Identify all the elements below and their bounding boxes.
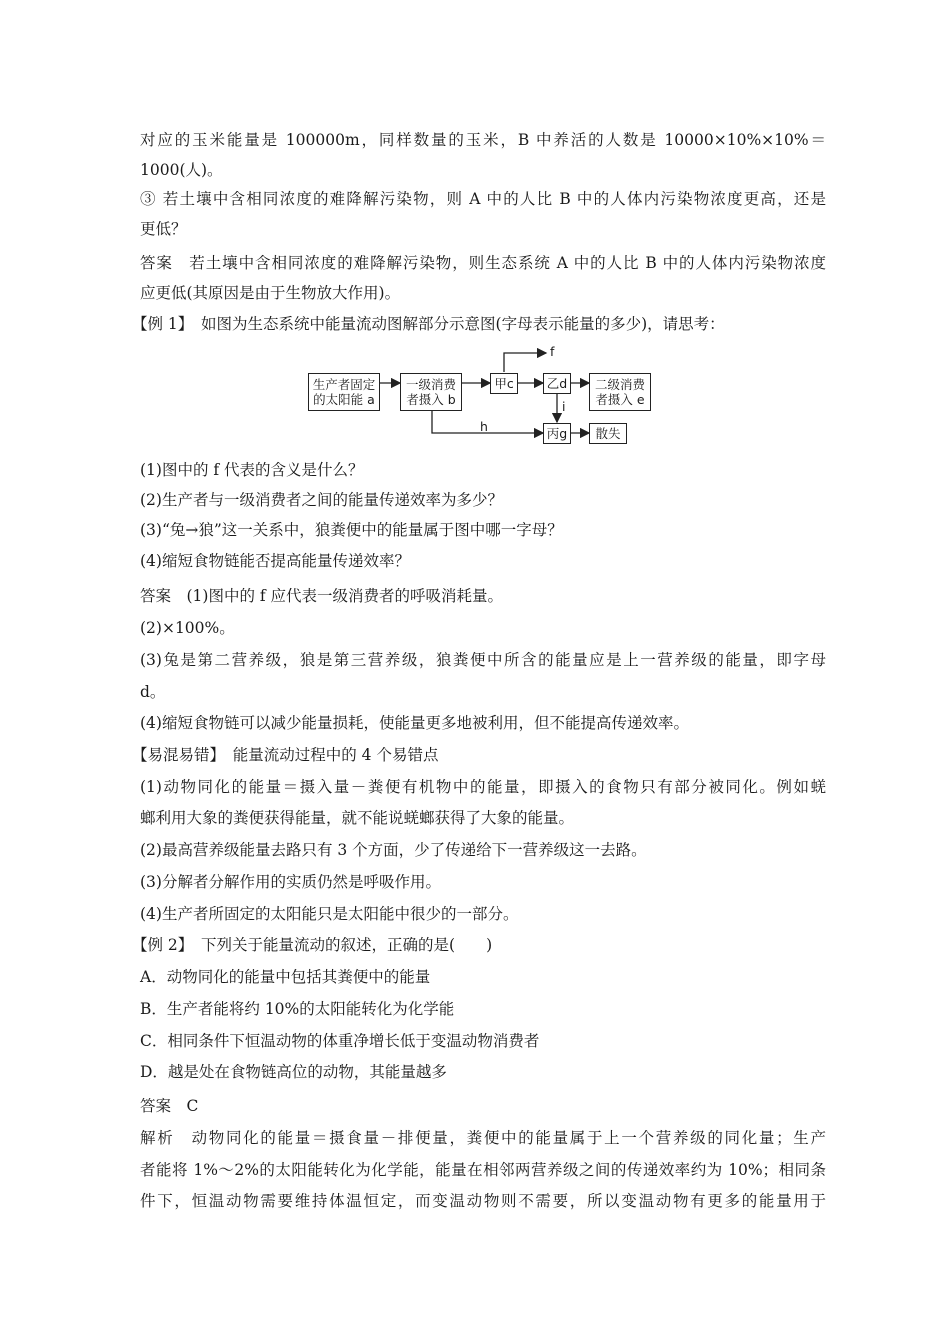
text-line: ③ 若土壤中含相同浓度的难降解污染物，则 A 中的人比 B 中的人体内污染物浓度更高，还是 <box>140 190 826 208</box>
answer-4: (4)缩短食物链可以减少能量损耗，使能量更多地被利用，但不能提高传递效率。 <box>140 714 689 732</box>
option-b: B．生产者能将约 10%的太阳能转化为化学能 <box>140 1000 455 1018</box>
jia-box: 甲c <box>490 373 518 394</box>
answer-3: (3)兔是第二营养级，狼是第三营养级，狼粪便中所含的能量应是上一营养级的能量，即字母 <box>140 651 826 669</box>
text-line: 1000(人)。 <box>140 161 223 179</box>
mistake-4: (4)生产者所固定的太阳能只是太阳能中很少的一部分。 <box>140 905 519 923</box>
primary-consumer-box: 一级消费 者摄入 b <box>400 373 462 411</box>
mistake-1: (1)动物同化的能量＝摄入量－粪便有机物中的能量，即摄入的食物只有部分被同化。例如蜣 <box>140 778 826 796</box>
mistake-3: (3)分解者分解作用的实质仍然是呼吸作用。 <box>140 873 441 891</box>
text-line: 更低？ <box>140 220 187 238</box>
answer-3-cont: d。 <box>140 683 166 701</box>
yi-box: 乙d <box>543 373 571 394</box>
label-i: i <box>562 399 566 414</box>
text-line: 答案 若土壤中含相同浓度的难降解污染物，则生态系统 A 中的人比 B 中的人体内污染物浓度 <box>140 254 826 272</box>
option-a: A．动物同化的能量中包括其粪便中的能量 <box>140 968 431 986</box>
question-3: (3)“兔→狼”这一关系中，狼粪便中的能量属于图中哪一字母？ <box>140 521 563 539</box>
producer-box: 生产者固定 的太阳能 a <box>308 373 380 411</box>
dissipation-box: 散失 <box>589 423 627 444</box>
explanation-line: 件下，恒温动物需要维持体温恒定，而变温动物则不需要，所以变温动物有更多的能量用于 <box>140 1192 826 1210</box>
mistake-2: (2)最高营养级能量去路只有 3 个方面，少了传递给下一营养级这一去路。 <box>140 841 647 859</box>
text-line: 对应的玉米能量是 100000m，同样数量的玉米，B 中养活的人数是 10000×10%×10%＝ <box>140 131 826 149</box>
mistake-1-cont: 螂利用大象的粪便获得能量，就不能说蜣螂获得了大象的能量。 <box>140 809 575 827</box>
label-h: h <box>480 419 488 434</box>
question-4: (4)缩短食物链能否提高能量传递效率？ <box>140 552 410 570</box>
label-f: f <box>550 344 555 359</box>
explanation-line: 解析 动物同化的能量＝摄食量－排便量，粪便中的能量属于上一个营养级的同化量；生产 <box>140 1129 826 1147</box>
answer-1: 答案 (1)图中的 f 应代表一级消费者的呼吸消耗量。 <box>140 587 504 605</box>
text-line: 应更低(其原因是由于生物放大作用)。 <box>140 284 401 302</box>
answer-2: (2)×100%。 <box>140 619 235 637</box>
mistakes-heading: 【易混易错】 能量流动过程中的 4 个易错点 <box>132 746 439 764</box>
secondary-consumer-box: 二级消费 者摄入 e <box>589 373 651 411</box>
explanation-line: 者能将 1%～2%的太阳能转化为化学能，能量在相邻两营养级之间的传递效率约为 10%；相同条 <box>140 1161 826 1179</box>
energy-flow-diagram <box>300 343 680 445</box>
option-d: D．越是处在食物链高位的动物，其能量越多 <box>140 1063 447 1081</box>
option-c: C．相同条件下恒温动物的体重净增长低于变温动物消费者 <box>140 1032 540 1050</box>
bing-box: 丙g <box>543 423 571 444</box>
question-2: (2)生产者与一级消费者之间的能量传递效率为多少？ <box>140 491 503 509</box>
example-1-heading: 【例 1】 如图为生态系统中能量流动图解部分示意图(字母表示能量的多少)，请思考： <box>132 315 725 333</box>
example-2-heading: 【例 2】 下列关于能量流动的叙述，正确的是( ) <box>132 936 493 954</box>
answer-c: 答案 C <box>140 1097 199 1115</box>
question-1: (1)图中的 f 代表的含义是什么？ <box>140 461 364 479</box>
